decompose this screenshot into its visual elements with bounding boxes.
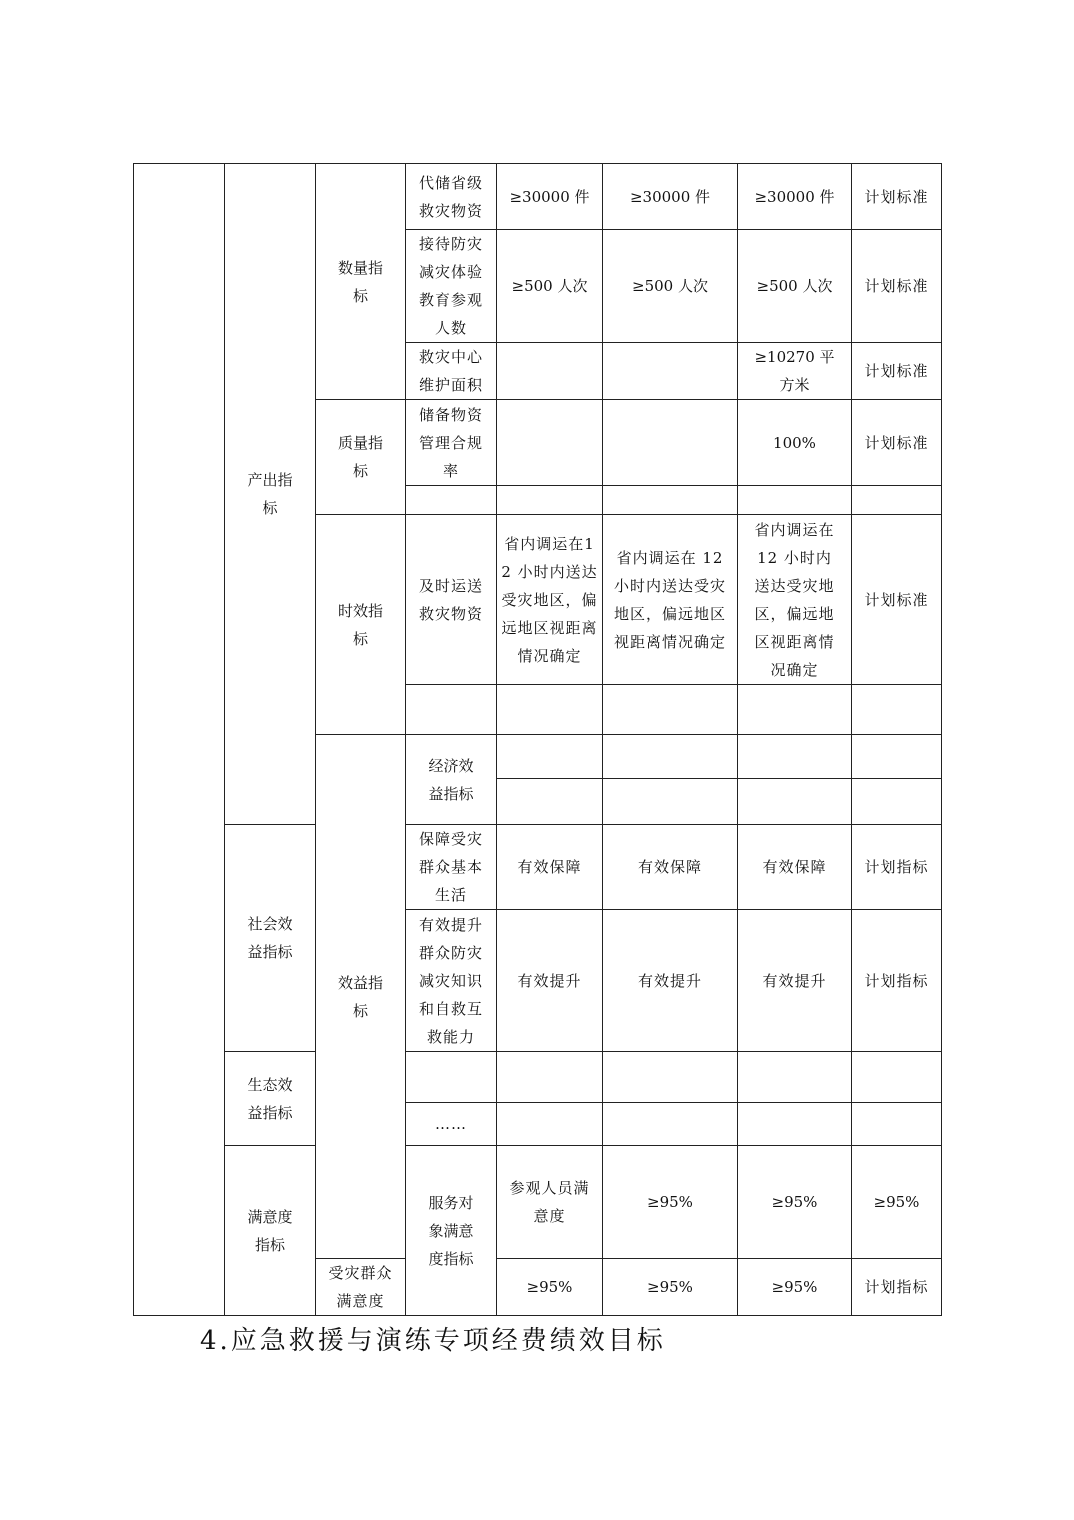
value-cell: 省内调运在12 小时内送达受灾地区，偏远地区视距离情况确定	[738, 515, 852, 685]
empty-cell	[497, 1103, 603, 1146]
empty-cell	[406, 486, 497, 515]
value-cell: ≥95%	[603, 1259, 738, 1316]
value-cell	[497, 400, 603, 486]
indicator-cell: 参观人员满意度	[497, 1146, 603, 1259]
value-cell: ≥30000 件	[603, 164, 738, 230]
basis-cell: 计划标准	[852, 400, 942, 486]
value-cell: 有效保障	[738, 825, 852, 910]
empty-cell	[738, 1052, 852, 1103]
empty-cell	[852, 685, 942, 735]
empty-cell	[852, 486, 942, 515]
indicator-cell: 接待防灾减灾体验教育参观人数	[406, 230, 497, 343]
indicator-cell: 受灾群众满意度	[316, 1259, 406, 1316]
timeliness-indicator-level2: 时效指标	[316, 515, 406, 735]
empty-cell	[738, 1103, 852, 1146]
quantity-indicator-level2: 数量指标	[316, 164, 406, 400]
empty-cell	[852, 1103, 942, 1146]
indicator-cell: 储备物资管理合规率	[406, 400, 497, 486]
ecological-benefit-level2: 生态效益指标	[225, 1052, 316, 1146]
empty-cell	[738, 779, 852, 825]
value-cell	[603, 343, 738, 400]
empty-cell	[603, 685, 738, 735]
value-cell: ≥500 人次	[497, 230, 603, 343]
ellipsis-cell: ……	[406, 1103, 497, 1146]
value-cell: ≥500 人次	[738, 230, 852, 343]
empty-cell	[497, 685, 603, 735]
benefit-indicator-level1: 效益指标	[316, 735, 406, 1259]
value-cell: ≥30000 件	[497, 164, 603, 230]
indicator-cell: 代储省级救灾物资	[406, 164, 497, 230]
performance-indicator-table	[133, 163, 942, 1316]
social-benefit-level2: 社会效益指标	[225, 825, 316, 1052]
indicator-cell: 有效提升群众防灾减灾知识和自救互救能力	[406, 910, 497, 1052]
empty-cell	[497, 779, 603, 825]
value-cell: ≥500 人次	[603, 230, 738, 343]
empty-cell	[603, 486, 738, 515]
value-cell: ≥30000 件	[738, 164, 852, 230]
empty-cell	[603, 1103, 738, 1146]
basis-cell: 计划标准	[852, 164, 942, 230]
blank-first-column-cell	[134, 164, 225, 1316]
empty-cell	[603, 779, 738, 825]
economic-benefit-level2: 经济效益指标	[406, 735, 497, 825]
value-cell: ≥95%	[738, 1259, 852, 1316]
satisfaction-indicator-level1: 满意度指标	[225, 1146, 316, 1316]
indicator-cell: 救灾中心维护面积	[406, 343, 497, 400]
value-cell	[603, 400, 738, 486]
value-cell: 有效保障	[603, 825, 738, 910]
empty-cell	[497, 735, 603, 779]
basis-cell: 计划标准	[852, 343, 942, 400]
empty-cell	[852, 735, 942, 779]
service-satisfaction-level2: 服务对象满意度指标	[406, 1146, 497, 1316]
value-cell	[497, 343, 603, 400]
empty-cell	[406, 685, 497, 735]
value-cell: 省内调运在12 小时内送达受灾地区，偏远地区视距离情况确定	[497, 515, 603, 685]
empty-cell	[406, 1052, 497, 1103]
value-cell: ≥10270 平方米	[738, 343, 852, 400]
basis-cell: 计划指标	[852, 825, 942, 910]
empty-cell	[852, 1052, 942, 1103]
empty-cell	[738, 685, 852, 735]
value-cell: 100%	[738, 400, 852, 486]
value-cell: ≥95%	[603, 1146, 738, 1259]
empty-cell	[603, 735, 738, 779]
basis-cell: 计划指标	[852, 910, 942, 1052]
empty-cell	[497, 1052, 603, 1103]
indicator-cell: 及时运送救灾物资	[406, 515, 497, 685]
basis-cell: 计划指标	[852, 1259, 942, 1316]
quality-indicator-level2: 质量指标	[316, 400, 406, 515]
basis-cell: 计划标准	[852, 515, 942, 685]
section-heading: 4.应急救援与演练专项经费绩效目标	[200, 1326, 666, 1356]
value-cell: ≥95%	[738, 1146, 852, 1259]
basis-cell: 计划标准	[852, 230, 942, 343]
value-cell: ≥95%	[497, 1259, 603, 1316]
value-cell: 有效提升	[738, 910, 852, 1052]
value-cell: 有效提升	[603, 910, 738, 1052]
value-cell: ≥95%	[852, 1146, 942, 1259]
empty-cell	[603, 1052, 738, 1103]
empty-cell	[738, 735, 852, 779]
indicator-cell: 保障受灾群众基本生活	[406, 825, 497, 910]
value-cell: 有效保障	[497, 825, 603, 910]
empty-cell	[738, 486, 852, 515]
empty-cell	[497, 486, 603, 515]
empty-cell	[852, 779, 942, 825]
output-indicator-level1: 产出指标	[225, 164, 316, 825]
value-cell: 省内调运在 12 小时内送达受灾地区，偏远地区视距离情况确定	[603, 515, 738, 685]
value-cell: 有效提升	[497, 910, 603, 1052]
